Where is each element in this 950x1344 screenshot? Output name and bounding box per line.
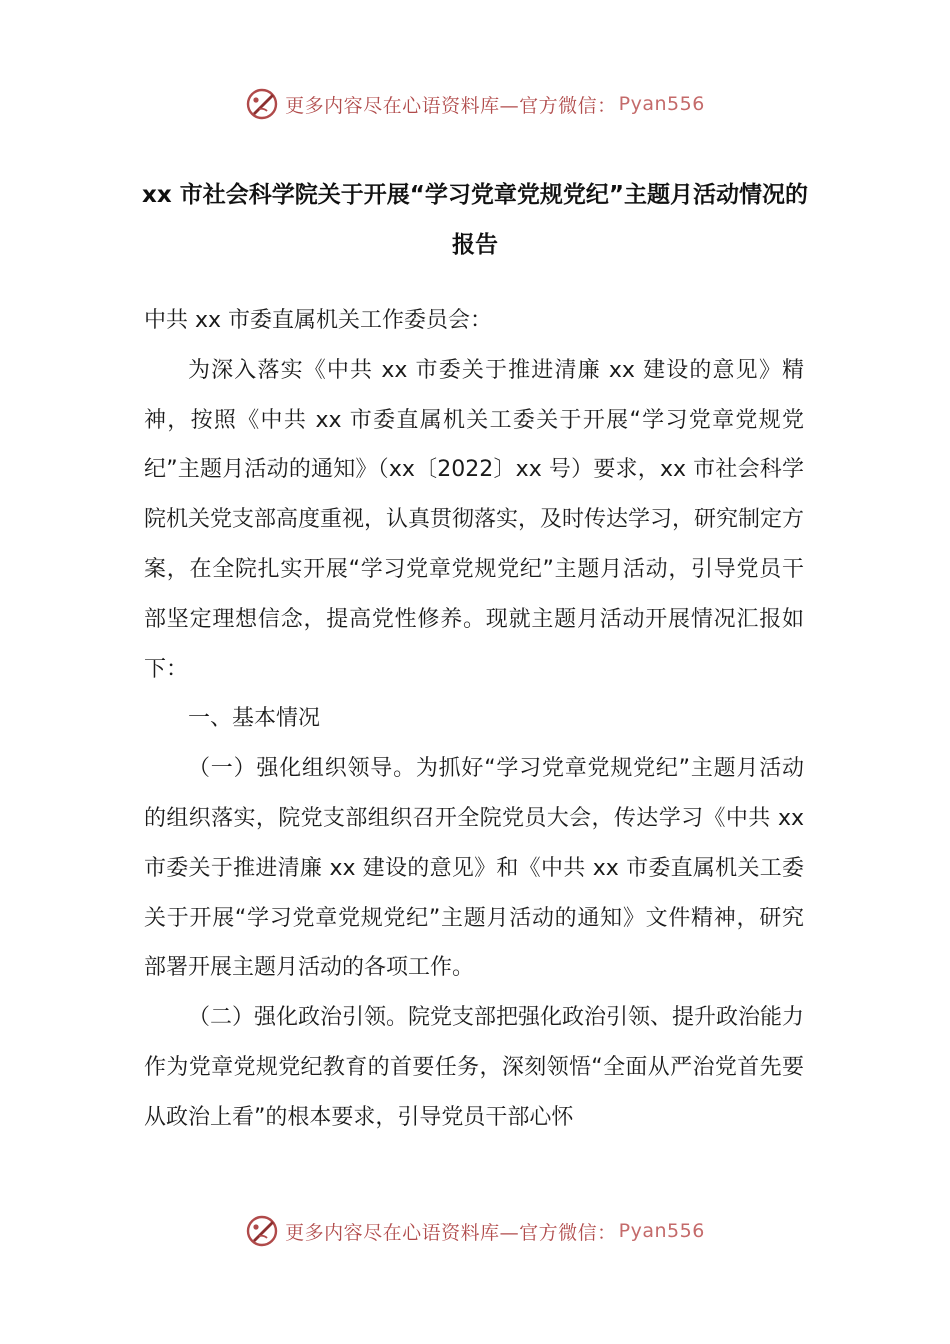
watermark-text: 更多内容尽在心语资料库—官方微信： — [285, 1221, 617, 1244]
section-heading: 一、基本情况 — [188, 706, 321, 732]
document-title: xx 市社会科学院关于开展“学习党章党规党纪”主题月活动情况的报告 — [142, 182, 808, 258]
pen-logo-icon — [245, 1214, 279, 1248]
salutation: 中共 xx 市委直属机关工作委员会： — [144, 308, 493, 333]
watermark-handle: Pyan556 — [618, 93, 705, 115]
watermark-text: 更多内容尽在心语资料库—官方微信： — [285, 94, 617, 117]
watermark-footer — [0, 1211, 950, 1251]
pen-logo-icon — [245, 87, 279, 121]
intro-paragraph: 为深入落实《中共 xx 市委关于推进清廉 xx 建设的意见》精神，按照《中共 xx 市委直属机关工委关于开展“学习党章党规党纪”主题月活动的通知》（xx〔2022〕xx 号）要求，xx 市社会科学院机关党支部高度重视，认真贯彻落实，及时传达学习，研究制定方案，在全院扎实开展“学习党章党规党纪”主题月活动，引导党员干部坚定理想信念，提高党性修养。现就主题月活动开展情况汇报如下： — [144, 357, 805, 682]
section-paragraph-2: （二）强化政治引领。院党支部把强化政治引领、提升政治能力作为党章党规党纪教育的首要任务，深刻领悟“全面从严治党首先要从政治上看”的根本要求，引导党员干部心怀 — [144, 1005, 805, 1130]
section-paragraph-1: （一）强化组织领导。为抓好“学习党章党规党纪”主题月活动的组织落实，院党支部组织召开全院党员大会，传达学习《中共 xx 市委关于推进清廉 xx 建设的意见》和《中共 xx 市委直属机关工委关于开展“学习党章党规党纪”主题月活动的通知》文件精神，研究部署开展主题月活动的各项工作。 — [144, 756, 805, 981]
document-body — [144, 296, 804, 1143]
watermark-header — [0, 84, 950, 124]
watermark-handle: Pyan556 — [618, 1220, 705, 1242]
